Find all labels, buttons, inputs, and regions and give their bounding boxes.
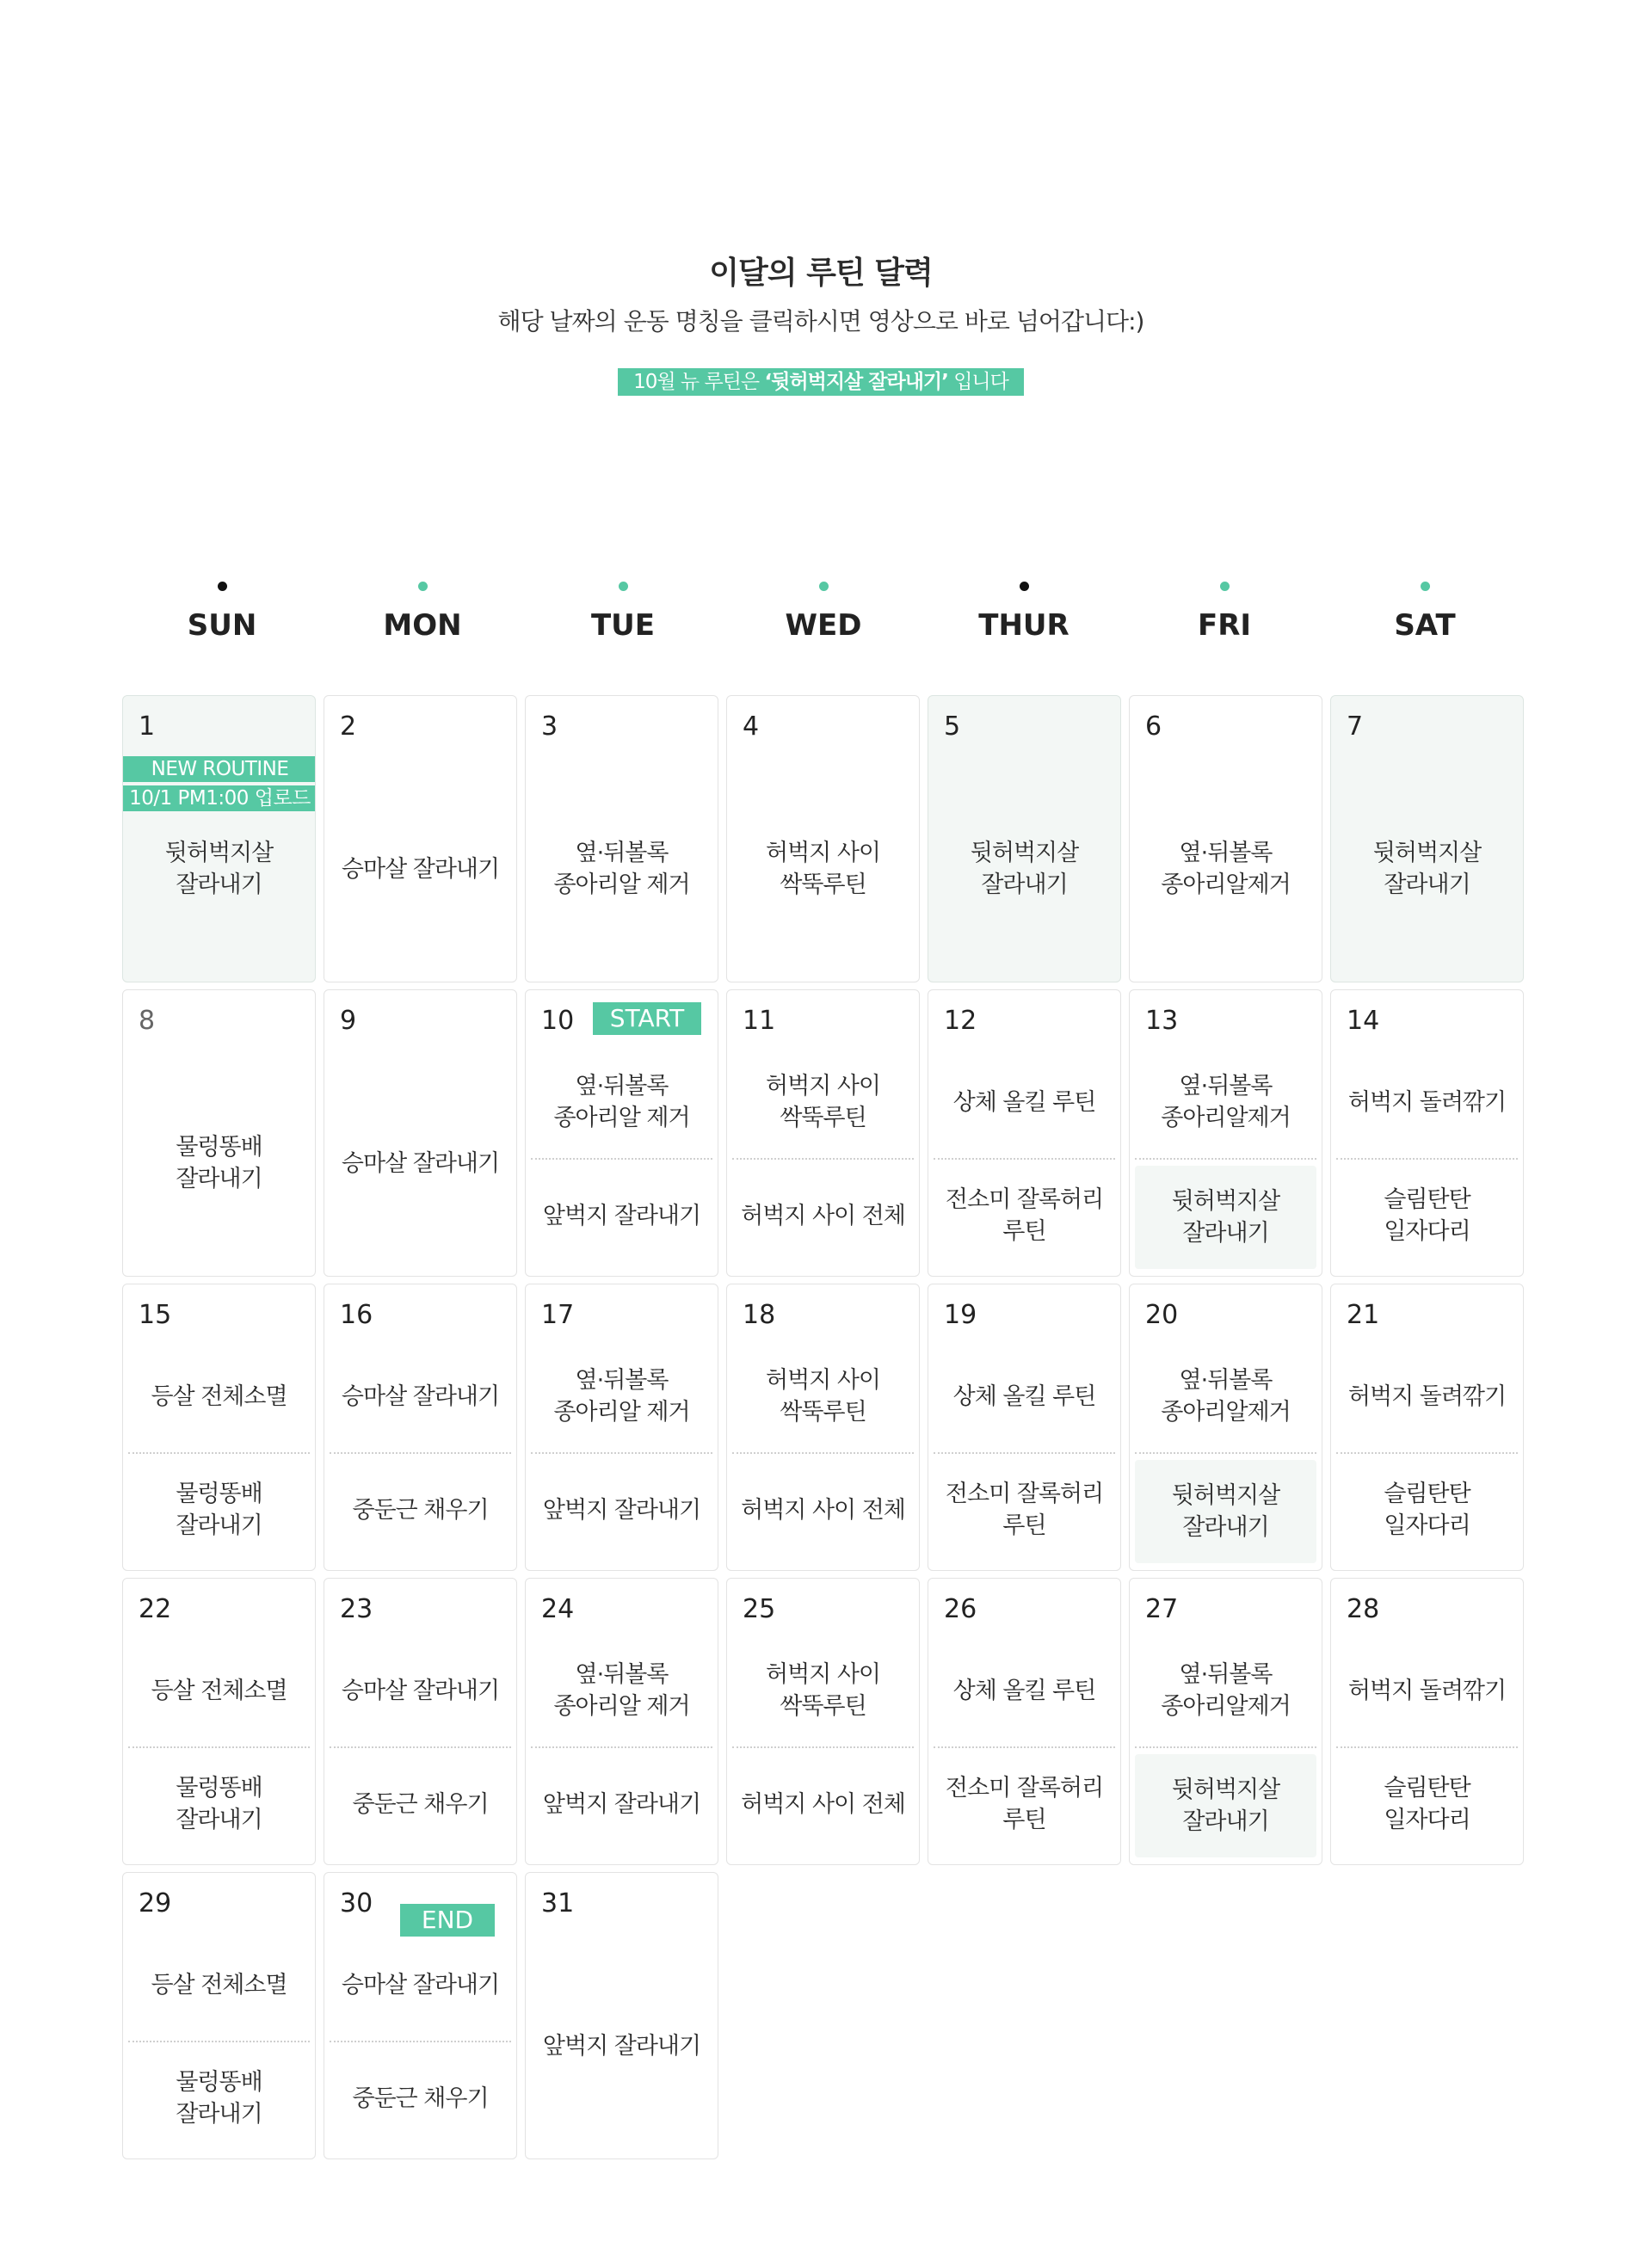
weekday-label: SAT [1394, 608, 1456, 643]
notice-routine-name: ‘뒷허벅지살 잘라내기’ [764, 371, 948, 393]
routine-link[interactable]: 물렁똥배 잘라내기 [176, 1775, 262, 1833]
routine-divider [1336, 1452, 1518, 1454]
weekday-dot-icon [1421, 582, 1430, 591]
routine-link[interactable]: 승마살 잘라내기 [341, 855, 500, 883]
routine-link[interactable]: 앞벅지 잘라내기 [542, 1790, 701, 1818]
routine-link[interactable]: 허벅지 사이 싹뚝루틴 [766, 1367, 880, 1426]
weekday-dot-icon [218, 582, 227, 591]
weekday-tue [523, 582, 723, 659]
routine-link[interactable]: 옆·뒤볼록 종아리알 제거 [553, 1661, 690, 1720]
day-number: 1 [139, 711, 156, 742]
day-number: 27 [1145, 1594, 1179, 1624]
routine-link[interactable]: 물렁똥배 잘라내기 [176, 1134, 262, 1192]
routine-link[interactable]: 뒷허벅지살 잘라내기 [970, 840, 1079, 898]
routine-link[interactable]: 앞벅지 잘라내기 [542, 2032, 701, 2060]
routine-link[interactable]: 옆·뒤볼록 종아리알 제거 [553, 1367, 690, 1426]
routine-link[interactable]: 승마살 잘라내기 [341, 1149, 500, 1177]
routine-divider [732, 1158, 914, 1160]
day-number: 15 [139, 1300, 172, 1330]
routine-link[interactable]: 옆·뒤볼록 종아리알제거 [1161, 1367, 1291, 1426]
routine-link[interactable]: 중둔근 채우기 [352, 2085, 489, 2112]
upload-time-badge: 10/1 PM1:00 업로드 [123, 785, 316, 811]
day-number: 14 [1347, 1006, 1380, 1036]
day-number: 25 [743, 1594, 776, 1624]
notice-suffix: 입니다 [947, 371, 1008, 393]
calendar-day-15 [122, 1284, 316, 1571]
day-number: 26 [944, 1594, 977, 1624]
routine-link[interactable]: 옆·뒤볼록 종아리알제거 [1161, 1661, 1291, 1720]
day-number: 24 [541, 1594, 575, 1624]
notice-prefix: 10월 뉴 루틴은 [633, 371, 765, 393]
calendar-day-7 [1330, 695, 1524, 982]
day-number: 17 [541, 1300, 575, 1330]
routine-link[interactable]: 승마살 잘라내기 [341, 1383, 500, 1410]
calendar-day-10 [525, 989, 718, 1277]
routine-link[interactable]: 허벅지 사이 싹뚝루틴 [766, 840, 880, 898]
routine-link[interactable]: 허벅지 돌려깎기 [1347, 1383, 1507, 1410]
day-number: 12 [944, 1006, 977, 1036]
calendar-day-9 [324, 989, 517, 1277]
day-number: 19 [944, 1300, 977, 1330]
weekday-wed [724, 582, 923, 659]
routine-link[interactable]: 슬림탄탄 일자다리 [1384, 1481, 1470, 1539]
calendar-day-13 [1129, 989, 1322, 1277]
routine-link[interactable]: 허벅지 사이 전체 [741, 1202, 905, 1229]
routine-link[interactable]: 중둔근 채우기 [352, 1496, 489, 1524]
routine-divider [330, 1452, 511, 1454]
day-number: 4 [743, 711, 760, 742]
routine-divider [531, 1452, 712, 1454]
day-number: 23 [340, 1594, 373, 1624]
routine-link[interactable]: 뒷허벅지살 잘라내기 [1135, 1166, 1316, 1269]
routine-link[interactable]: 슬림탄탄 일자다리 [1384, 1775, 1470, 1833]
routine-divider [1135, 1452, 1316, 1454]
weekday-label: SUN [187, 608, 257, 643]
day-number: 11 [743, 1006, 776, 1036]
calendar-day-3 [525, 695, 718, 982]
routine-link[interactable]: 상체 올킬 루틴 [952, 1677, 1096, 1704]
routine-link[interactable]: 옆·뒤볼록 종아리알제거 [1161, 1073, 1291, 1131]
day-number: 13 [1145, 1006, 1179, 1036]
calendar-day-28 [1330, 1578, 1524, 1865]
calendar-day-16 [324, 1284, 517, 1571]
day-number: 10 [541, 1006, 575, 1036]
routine-link[interactable]: 전소미 잘록허리 루틴 [945, 1775, 1104, 1833]
routine-divider [934, 1452, 1115, 1454]
routine-link[interactable]: 옆·뒤볼록 종아리알 제거 [553, 1073, 690, 1131]
calendar-day-2 [324, 695, 517, 982]
routine-link[interactable]: 물렁똥배 잘라내기 [176, 2069, 262, 2128]
calendar-day-26 [928, 1578, 1121, 1865]
routine-divider [934, 1746, 1115, 1748]
day-number: 29 [139, 1888, 172, 1918]
calendar-day-14 [1330, 989, 1524, 1277]
calendar-header [0, 249, 1642, 396]
calendar-day-27 [1129, 1578, 1322, 1865]
day-number: 9 [340, 1006, 357, 1036]
calendar-day-22 [122, 1578, 316, 1865]
weekday-sat [1325, 582, 1525, 659]
weekday-label: MON [383, 608, 462, 643]
routine-link[interactable]: 등살 전체소멸 [151, 1677, 287, 1704]
routine-divider [1135, 1158, 1316, 1160]
routine-link[interactable]: 상체 올킬 루틴 [952, 1088, 1096, 1116]
routine-link[interactable]: 등살 전체소멸 [151, 1971, 287, 1998]
weekday-mon [323, 582, 522, 659]
weekday-dot-icon [418, 582, 428, 591]
calendar-day-21 [1330, 1284, 1524, 1571]
page-title: 이달의 루틴 달력 [709, 256, 933, 291]
routine-divider [531, 1746, 712, 1748]
routine-divider [1336, 1746, 1518, 1748]
routine-divider [531, 1158, 712, 1160]
weekday-dot-icon [1220, 582, 1230, 591]
routine-link[interactable]: 옆·뒤볼록 종아리알제거 [1161, 840, 1291, 898]
new-routine-badge: NEW ROUTINE [123, 756, 316, 782]
routine-link[interactable]: 승마살 잘라내기 [341, 1971, 500, 1998]
routine-link[interactable]: 허벅지 사이 싹뚝루틴 [766, 1661, 880, 1720]
weekday-label: TUE [590, 608, 656, 643]
calendar-day-31 [525, 1872, 718, 2159]
routine-link[interactable]: 등살 전체소멸 [151, 1383, 287, 1410]
day-number: 22 [139, 1594, 172, 1624]
routine-divider [330, 2041, 511, 2042]
routine-divider [128, 2041, 310, 2042]
calendar-day-12 [928, 989, 1121, 1277]
routine-link[interactable]: 전소미 잘록허리 루틴 [945, 1186, 1104, 1245]
calendar-day-20 [1129, 1284, 1322, 1571]
routine-link[interactable]: 뒷허벅지살 잘라내기 [164, 840, 274, 898]
weekday-dot-icon [1020, 582, 1029, 591]
calendar-day-5 [928, 695, 1121, 982]
day-number: 18 [743, 1300, 776, 1330]
routine-divider [1336, 1158, 1518, 1160]
calendar-day-24 [525, 1578, 718, 1865]
calendar-day-17 [525, 1284, 718, 1571]
routine-link[interactable]: 슬림탄탄 일자다리 [1384, 1186, 1470, 1245]
page-subtitle: 해당 날짜의 운동 명칭을 클릭하시면 영상으로 바로 넘어갑니다:) [497, 307, 1144, 336]
day-number: 2 [340, 711, 357, 742]
routine-divider [934, 1158, 1115, 1160]
routine-link[interactable]: 뒷허벅지살 잘라내기 [1135, 1460, 1316, 1563]
calendar-day-25 [726, 1578, 920, 1865]
routine-link[interactable]: 승마살 잘라내기 [341, 1677, 500, 1704]
end-badge: END [400, 1904, 495, 1937]
calendar-day-23 [324, 1578, 517, 1865]
routine-link[interactable]: 허벅지 사이 전체 [741, 1790, 905, 1818]
calendar-day-1 [122, 695, 316, 982]
routine-link[interactable]: 허벅지 사이 싹뚝루틴 [766, 1073, 880, 1131]
weekday-sun [122, 582, 322, 659]
calendar-day-11 [726, 989, 920, 1277]
routine-divider [732, 1746, 914, 1748]
calendar-grid [122, 695, 1526, 2159]
routine-divider [1135, 1746, 1316, 1748]
routine-link[interactable]: 전소미 잘록허리 루틴 [945, 1481, 1104, 1539]
calendar-day-4 [726, 695, 920, 982]
day-number: 16 [340, 1300, 373, 1330]
routine-link[interactable]: 허벅지 돌려깎기 [1347, 1677, 1507, 1704]
day-number: 6 [1145, 711, 1162, 742]
routine-link[interactable]: 뒷허벅지살 잘라내기 [1372, 840, 1482, 898]
calendar-day-8 [122, 989, 316, 1277]
calendar-day-29 [122, 1872, 316, 2159]
routine-link[interactable]: 앞벅지 잘라내기 [542, 1202, 701, 1229]
routine-divider [732, 1452, 914, 1454]
weekday-label: THUR [978, 608, 1069, 643]
new-routine-notice [618, 368, 1024, 396]
weekday-dot-icon [819, 582, 829, 591]
day-number: 20 [1145, 1300, 1179, 1330]
routine-link[interactable]: 옆·뒤볼록 종아리알 제거 [553, 840, 690, 898]
weekday-fri [1125, 582, 1324, 659]
day-number: 28 [1347, 1594, 1380, 1624]
routine-divider [330, 1746, 511, 1748]
routine-link[interactable]: 중둔근 채우기 [352, 1790, 489, 1818]
calendar-day-6 [1129, 695, 1322, 982]
day-number: 21 [1347, 1300, 1380, 1330]
day-number: 5 [944, 711, 961, 742]
routine-link[interactable]: 뒷허벅지살 잘라내기 [1135, 1754, 1316, 1857]
calendar-day-18 [726, 1284, 920, 1571]
routine-divider [128, 1746, 310, 1748]
routine-link[interactable]: 허벅지 돌려깎기 [1347, 1088, 1507, 1116]
day-number: 3 [541, 711, 558, 742]
calendar-day-30 [324, 1872, 517, 2159]
weekday-label: FRI [1197, 608, 1252, 643]
routine-link[interactable]: 앞벅지 잘라내기 [542, 1496, 701, 1524]
weekday-header-row [122, 582, 1526, 659]
day-number: 31 [541, 1888, 575, 1918]
routine-divider [128, 1452, 310, 1454]
weekday-label: WED [785, 608, 862, 643]
day-number: 7 [1347, 711, 1364, 742]
weekday-thur [924, 582, 1124, 659]
routine-link[interactable]: 물렁똥배 잘라내기 [176, 1481, 262, 1539]
start-badge: START [593, 1002, 701, 1035]
day-number: 8 [139, 1006, 156, 1036]
routine-link[interactable]: 상체 올킬 루틴 [952, 1383, 1096, 1410]
calendar-day-19 [928, 1284, 1121, 1571]
routine-link[interactable]: 허벅지 사이 전체 [741, 1496, 905, 1524]
weekday-dot-icon [619, 582, 628, 591]
day-number: 30 [340, 1888, 373, 1918]
